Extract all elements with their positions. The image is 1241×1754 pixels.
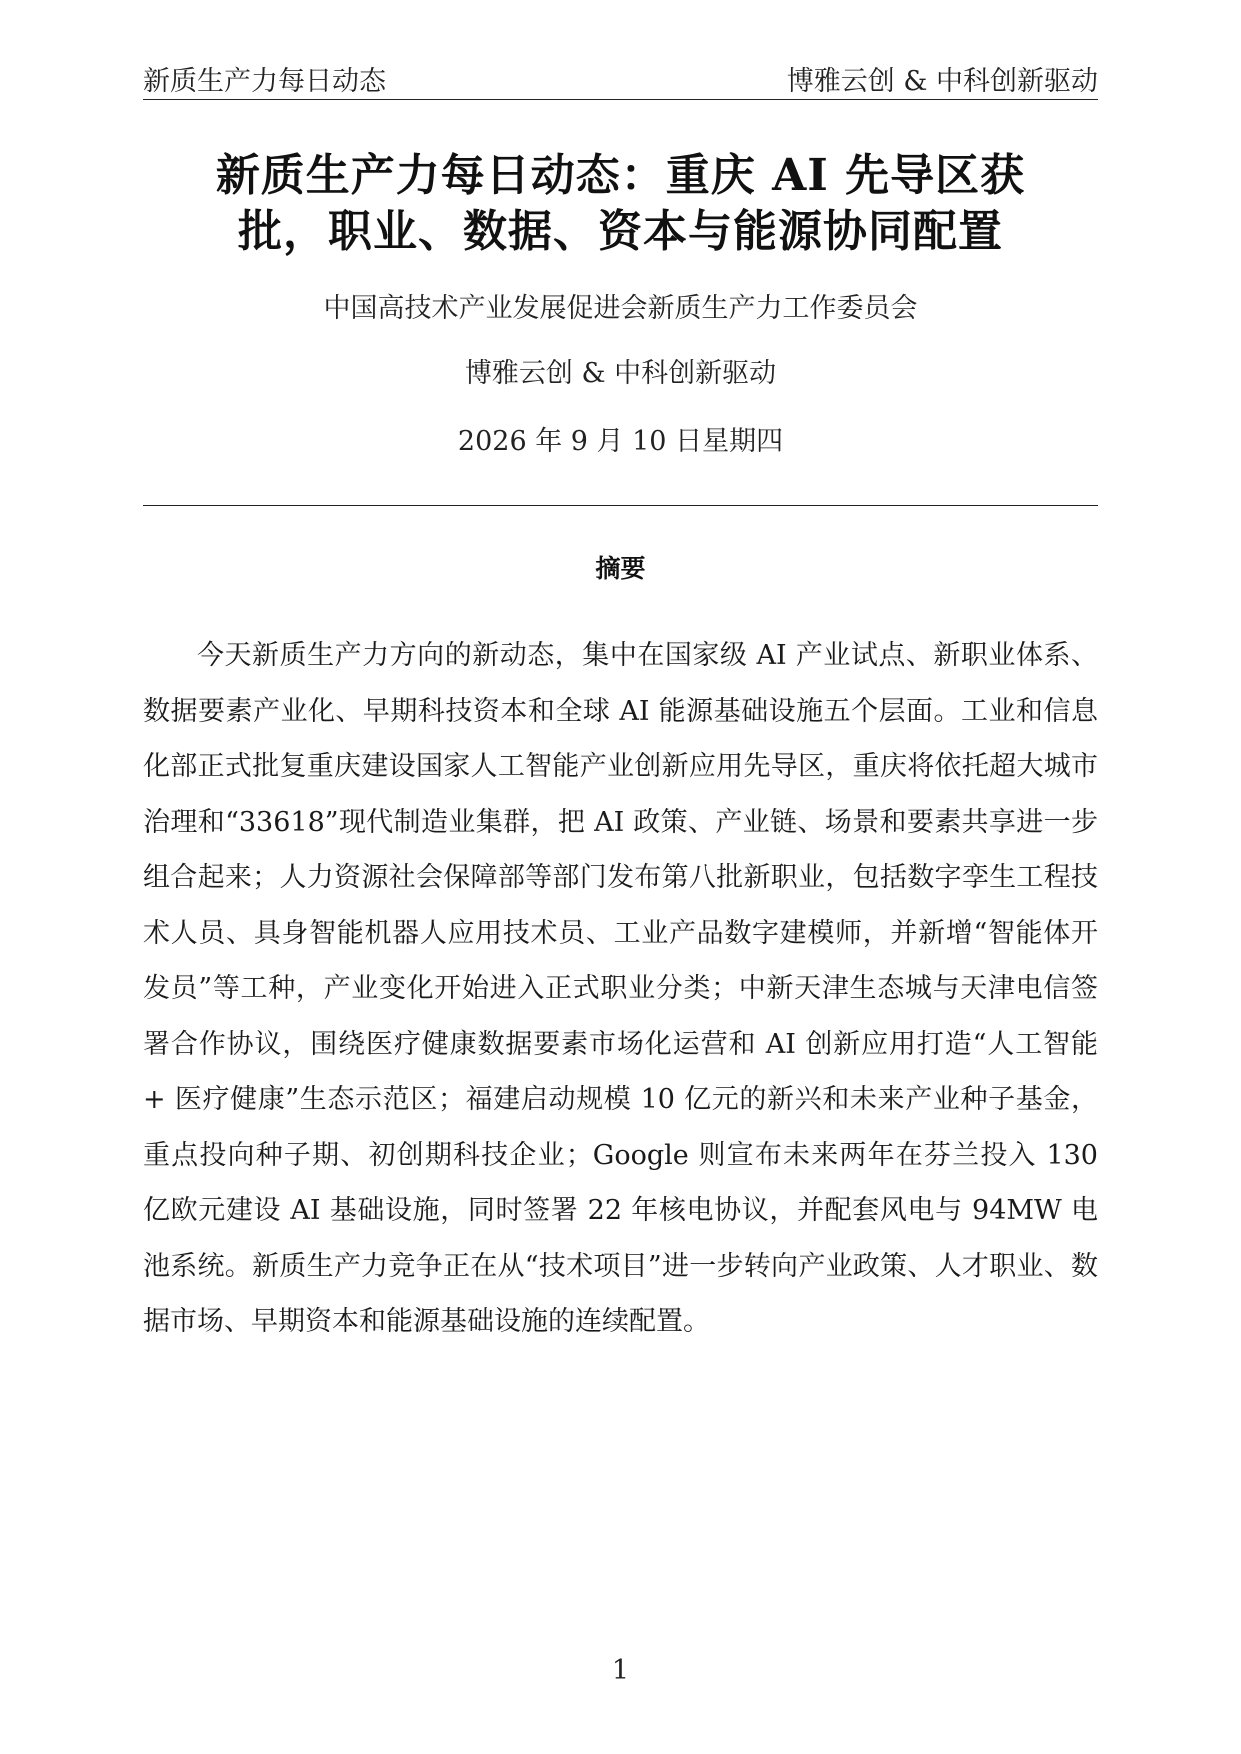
header-divider (143, 99, 1098, 100)
title-line-2: 批，职业、数据、资本与能源协同配置 (238, 206, 1003, 257)
document-title (143, 148, 1098, 260)
publication-date: 2026 年 9 月 10 日星期四 (457, 426, 784, 457)
author-partner: 博雅云创 & 中科创新驱动 (464, 358, 777, 389)
title-divider (143, 505, 1098, 506)
title-line-1: 新质生产力每日动态：重庆 AI 先导区获 (215, 150, 1026, 201)
page-number: 1 (611, 1655, 630, 1686)
abstract-heading: 摘要 (595, 554, 646, 583)
running-header (143, 58, 1098, 98)
abstract-paragraph: 今天新质生产力方向的新动态，集中在国家级 AI 产业试点、新职业体系、数据要素产业化、早期科技资本和全球 AI 能源基础设施五个层面。工业和信息化部正式批复重庆建设国家人工智能产业创新应用先导区，重庆将依托超大城市治理和“33618”现代制造业集群，把 AI 政策、产业链、场景和要素共享进一步组合起来；人力资源社会保障部等部门发布第八批新职业，包括数字孪生工程技术人员、具身智能机器人应用技术员、工业产品数字建模师，并新增“智能体开发员”等工种，产业变化开始进入正式职业分类；中新天津生态城与天津电信签署合作协议，围绕医疗健康数据要素市场化运营和 AI 创新应用打造“人工智能 + 医疗健康”生态示范区；福建启动规模 10 亿元的新兴和未来产业种子基金，重点投向种子期、初创期科技企业；Google 则宣布未来两年在芬兰投入 130 亿欧元建设 AI 基础设施，同时签署 22 年核电协议，并配套风电与 94MW 电池系统。新质生产力竞争正在从“技术项目”进一步转向产业政策、人才职业、数据市场、早期资本和能源基础设施的连续配置。 (143, 640, 1098, 1337)
header-left-title: 新质生产力每日动态 (143, 66, 386, 97)
header-right-publisher: 博雅云创 & 中科创新驱动 (786, 66, 1098, 97)
author-organization: 中国高技术产业发展促进会新质生产力工作委员会 (323, 293, 918, 324)
